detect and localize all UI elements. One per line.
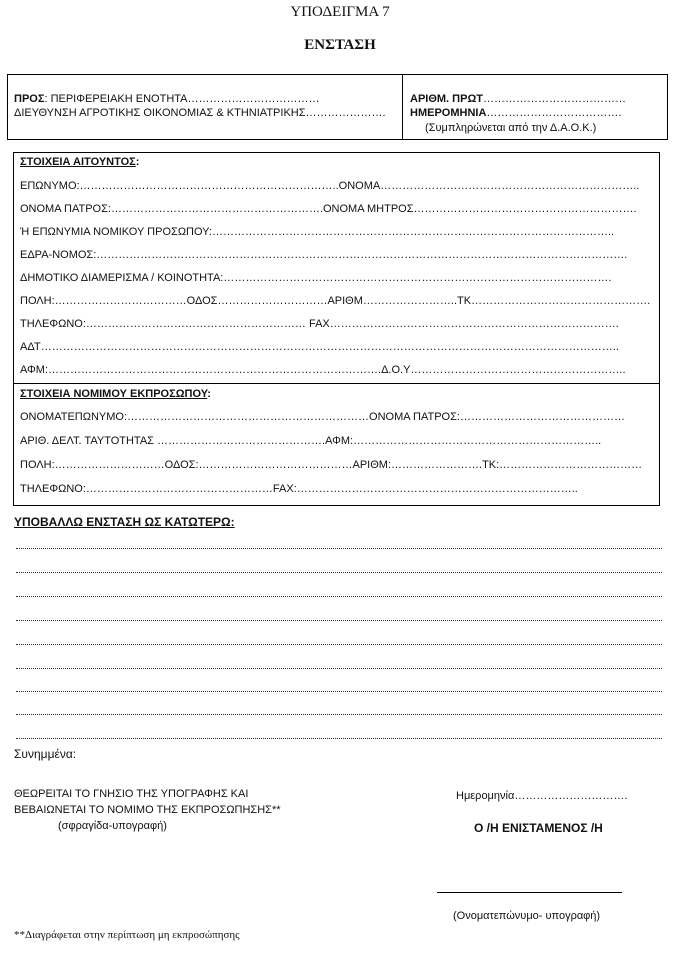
applicant-id-row[interactable]: ΑΔΤ………………………………………………………………………………………………………………………………………….. (20, 341, 619, 353)
signature-date-field[interactable]: Ημερομηνία…………………………. (456, 790, 628, 802)
objection-heading: ΥΠΟΒΑΛΛΩ ΕΝΣΤΑΣΗ ΩΣ ΚΑΤΩΤΕΡΩ: (14, 515, 235, 529)
applicant-tax-row[interactable]: ΑΦΜ:……………………………………………………………………………….Δ.Ο.Υ………………………………………………….. (20, 364, 626, 376)
objection-line[interactable] (16, 548, 662, 549)
attachments-label: Συνημμένα: (14, 747, 77, 761)
objection-line[interactable] (16, 691, 662, 692)
objection-line[interactable] (16, 572, 662, 573)
applicant-legal-entity-row[interactable]: Ή ΕΠΩΝΥΜΙΑ ΝΟΜΙΚΟΥ ΠΡΟΣΩΠΟΥ:……………………………………………………………………………………………….. (20, 226, 615, 238)
representative-heading (20, 388, 211, 400)
applicant-heading (20, 156, 139, 168)
applicant-phone-row[interactable]: ΤΗΛΕΦΩΝΟ:…………………………………………………… FAX……………………………………………………………………. (20, 318, 619, 330)
representative-address-row[interactable]: ΠΟΛΗ:…………………………ΟΔΟΣ:……………………………………ΑΡΙΘΜ:…………………….ΤΚ:………………………………… (20, 459, 643, 471)
applicant-surname-name-row[interactable]: ΕΠΩΝΥΜΟ:……………………………………………………………..ΟΝΟΜΑ…………………………………………………………….. (20, 180, 640, 192)
applicant-parents-row[interactable]: ΟΝΟΜΑ ΠΑΤΡΟΣ:………………………………………………….ΟΝΟΜΑ ΜΗΤΡΟΣ……………………………………………………. (20, 203, 637, 215)
objection-line[interactable] (16, 620, 662, 621)
applicant-community-row[interactable]: ΔΗΜΟΤΙΚΟ ΔΙΑΜΕΡΙΣΜΑ / ΚΟΙΝΟΤΗΤΑ:……………………………………………………………………………………………. (20, 272, 612, 284)
objection-line[interactable] (16, 738, 662, 739)
authenticity-line-1: ΘΕΩΡΕΙΤΑΙ ΤΟ ΓΝΗΣΙΟ ΤΗΣ ΥΠΟΓΡΑΦΗΣ ΚΑΙ (14, 788, 249, 800)
authenticity-line-2: ΒΕΒΑΙΩΝΕΤΑΙ ΤΟ ΝΟΜΙΜΟ ΤΗΣ ΕΚΠΡΟΣΩΠΗΣΗΣ** (14, 804, 281, 816)
name-signature-label: (Ονοματεπώνυμο- υπογραφή) (453, 910, 601, 922)
to-label: ΠΡΟΣ (14, 93, 45, 105)
protocol-label: ΑΡΙΘΜ. ΠΡΩΤ (410, 93, 483, 105)
representative-heading-colon: : (207, 388, 211, 400)
signature-line[interactable] (437, 892, 622, 893)
fill-note: (Συμπληρώνεται από την Δ.Α.Ο.Κ.) (425, 122, 597, 134)
stamp-signature-label: (σφραγίδα-υπογραφή) (58, 820, 167, 832)
applicant-address-row[interactable]: ΠΟΛΗ:………………………………ΟΔΟΣ…………………………ΑΡΙΘΜ……………………..ΤΚ…………………………………………. (20, 295, 651, 307)
representative-id-row[interactable]: ΑΡΙΘ. ΔΕΛΤ. ΤΑΥΤΟΤΗΤΑΣ ……………………………………….ΑΦΜ:………………………………………………………….. (20, 435, 602, 447)
template-label: ΥΠΟΔΕΙΓΜΑ 7 (290, 4, 390, 20)
applicant-seat-row[interactable]: ΕΔΡΑ-ΝΟΜΟΣ:………………………………………………………………………………………………………………………………. (20, 249, 628, 261)
date-field[interactable] (410, 107, 621, 119)
objection-line[interactable] (16, 644, 662, 645)
recipient-divider (402, 74, 403, 139)
applicant-heading-colon: : (135, 156, 140, 168)
representative-phone-row[interactable]: ΤΗΛΕΦΩΝΟ:……………………………………………FAX:………………………………………………………………….. (20, 483, 578, 495)
date-label: ΗΜΕΡΟΜΗΝΙΑ (410, 107, 487, 119)
protocol-dots: ………………………………… (483, 93, 626, 105)
protocol-number-field[interactable] (410, 93, 626, 105)
footnote: **Διαγράφεται στην περίπτωση μη εκπροσώπησης (14, 929, 240, 941)
objection-line[interactable] (16, 668, 662, 669)
recipient-to (14, 93, 320, 105)
representative-name-row[interactable]: ΟΝΟΜΑΤΕΠΩΝΥΜΟ:…………………………………………………………ΟΝΟΜΑ ΠΑΤΡΟΣ:……………………………………… (20, 411, 625, 423)
objector-label: Ο /Η ΕΝΙΣΤΑΜΕΝΟΣ /Η (474, 821, 603, 835)
representative-heading-text: ΣΤΟΙΧΕΙΑ ΝΟΜΙΜΟΥ ΕΚΠΡΟΣΩΠΟΥ (20, 388, 208, 400)
section-divider (13, 383, 659, 384)
objection-line[interactable] (16, 596, 662, 597)
date-dots: ………………………………. (486, 107, 622, 119)
page-title: ΕΝΣΤΑΣΗ (304, 37, 376, 53)
objection-line[interactable] (16, 714, 662, 715)
applicant-heading-text: ΣΤΟΙΧΕΙΑ ΑΙΤΟΥΝΤΟΣ (20, 156, 136, 168)
to-text: : ΠΕΡΙΦΕΡΕΙΑΚΗ ΕΝΟΤΗΤΑ……………………………… (44, 93, 320, 105)
recipient-department: ΔΙΕΥΘΥΝΣΗ ΑΓΡΟΤΙΚΗΣ ΟΙΚΟΝΟΜΙΑΣ & ΚΤΗΝΙΑΤΡΙΚΗΣ…………………. (14, 107, 386, 119)
